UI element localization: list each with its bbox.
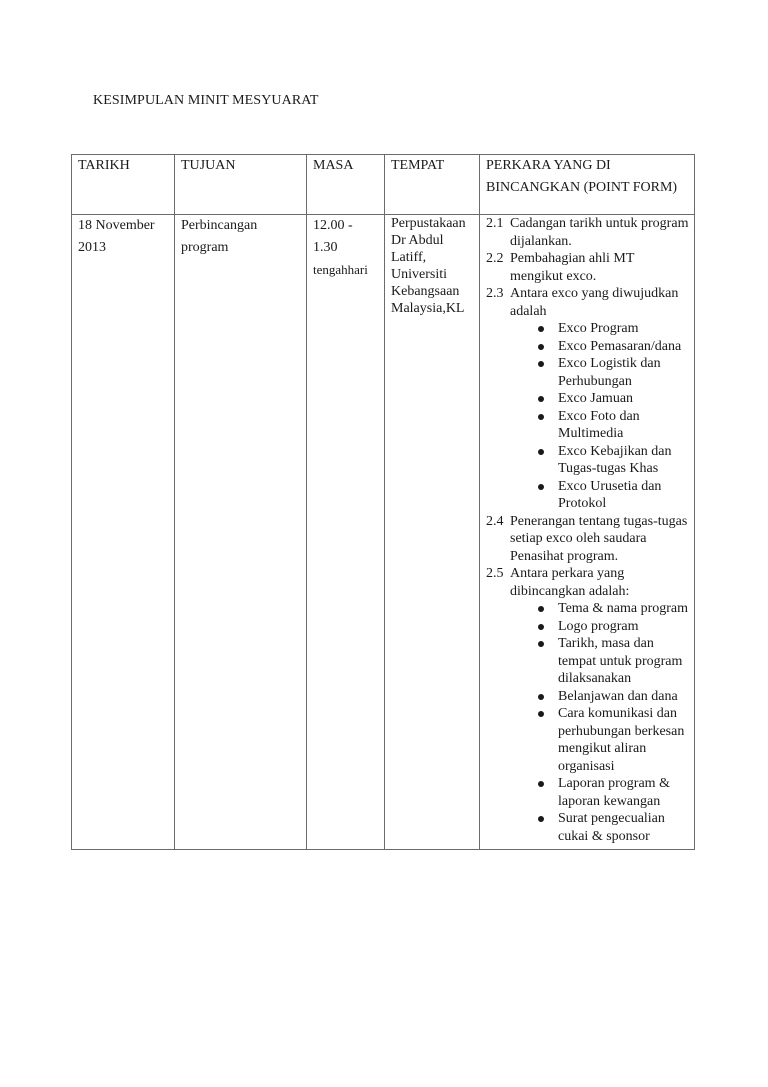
bullet-text: Surat pengecualian cukai & sponsor	[558, 811, 665, 844]
bullet-icon	[538, 606, 544, 612]
time-line: tengahhari	[313, 262, 368, 277]
bullet-item	[534, 320, 690, 338]
bullet-text: Exco Kebajikan dan Tugas-tugas Khas	[558, 443, 672, 476]
bullet-text: Cara komunikasi dan perhubungan berkesan mengikut aliran organisasi	[558, 706, 685, 774]
bullet-item	[534, 390, 690, 408]
bullet-item	[534, 443, 690, 478]
bullet-item	[534, 688, 690, 706]
matter-text: Antara perkara yang dibincangkan adalah:	[510, 566, 630, 599]
bullet-item	[534, 618, 690, 636]
purpose-line: program	[181, 240, 229, 255]
date-line: 18 November	[78, 218, 155, 233]
bullet-icon	[538, 484, 544, 490]
matter-number: 2.1	[486, 216, 504, 231]
date-line: 2013	[78, 240, 106, 255]
header-time: MASA	[307, 155, 385, 215]
bullet-item	[534, 635, 690, 688]
document-title: KESIMPULAN MINIT MESYUARAT	[93, 93, 319, 108]
bullet-icon	[538, 361, 544, 367]
place-line: Perpustakaan	[391, 216, 466, 231]
bullet-icon	[538, 414, 544, 420]
header-matters: PERKARA YANG DI BINCANGKAN (POINT FORM)	[480, 155, 695, 215]
matter-text: Cadangan tarikh untuk program dijalankan.	[510, 216, 689, 249]
bullet-item	[534, 775, 690, 810]
cell-date	[72, 215, 175, 850]
bullet-icon	[538, 816, 544, 822]
matter-item	[486, 513, 690, 566]
bullet-icon	[538, 344, 544, 350]
place-line: Dr Abdul	[391, 233, 444, 248]
minutes-table	[71, 154, 695, 850]
matter-number: 2.2	[486, 251, 504, 266]
table-header-row	[72, 155, 695, 215]
matter-text: Pembahagian ahli MT mengikut exco.	[510, 251, 635, 284]
bullet-text: Exco Program	[558, 321, 639, 336]
bullet-item	[534, 355, 690, 390]
matter-item	[486, 565, 690, 600]
place-line: Malaysia,KL	[391, 301, 465, 316]
bullet-icon	[538, 781, 544, 787]
bullet-item	[534, 600, 690, 618]
bullet-text: Exco Pemasaran/dana	[558, 338, 682, 354]
bullet-icon	[538, 711, 544, 717]
bullet-text: Exco Urusetia dan Protokol	[558, 478, 662, 511]
bullet-text: Tema & nama program	[558, 601, 689, 616]
bullet-text: Exco Foto dan Multimedia	[558, 408, 640, 441]
bullet-text: Exco Jamuan	[558, 391, 634, 406]
time-line: 12.00 -	[313, 218, 353, 233]
bullet-icon	[538, 641, 544, 647]
matter-number: 2.4	[486, 513, 504, 529]
table-row	[72, 215, 695, 850]
matter-item	[486, 285, 690, 320]
bullet-text: Belanjawan dan dana	[558, 688, 678, 704]
matter-number: 2.3	[486, 286, 504, 301]
header-purpose: TUJUAN	[175, 155, 307, 215]
cell-time	[307, 215, 385, 850]
bullet-item	[534, 478, 690, 513]
place-line: Universiti	[391, 267, 447, 282]
matter-item	[486, 250, 690, 285]
bullet-item	[534, 810, 690, 845]
matter-text: Penerangan tentang tugas-tugas setiap exco oleh saudara Penasihat program.	[510, 513, 688, 564]
matters-list	[486, 513, 690, 601]
bullet-text: Tarikh, masa dan tempat untuk program dilaksanakan	[558, 636, 683, 686]
bullet-text: Logo program	[558, 618, 639, 634]
matter-text: Antara exco yang diwujudkan adalah	[510, 286, 679, 319]
bullet-icon	[538, 396, 544, 402]
place-line: Kebangsaan	[391, 284, 460, 299]
place-line: Latiff,	[391, 250, 427, 265]
bullet-icon	[538, 449, 544, 455]
matters-list	[486, 215, 690, 320]
bullet-icon	[538, 694, 544, 700]
bullet-icon	[538, 326, 544, 332]
exco-bullet-list	[486, 320, 690, 513]
bullet-item	[534, 408, 690, 443]
bullet-icon	[538, 624, 544, 630]
matter-number: 2.5	[486, 566, 504, 581]
bullet-text: Laporan program & laporan kewangan	[558, 776, 670, 809]
matter-item	[486, 215, 690, 250]
cell-purpose	[175, 215, 307, 850]
discussion-bullet-list	[486, 600, 690, 845]
header-place: TEMPAT	[385, 155, 480, 215]
bullet-text: Exco Logistik dan Perhubungan	[558, 356, 661, 389]
purpose-line: Perbincangan	[181, 218, 258, 233]
bullet-item	[534, 338, 690, 356]
cell-matters	[480, 215, 695, 850]
time-line: 1.30	[313, 240, 338, 255]
cell-place	[385, 215, 480, 850]
header-date: TARIKH	[72, 155, 175, 215]
bullet-item	[534, 705, 690, 775]
